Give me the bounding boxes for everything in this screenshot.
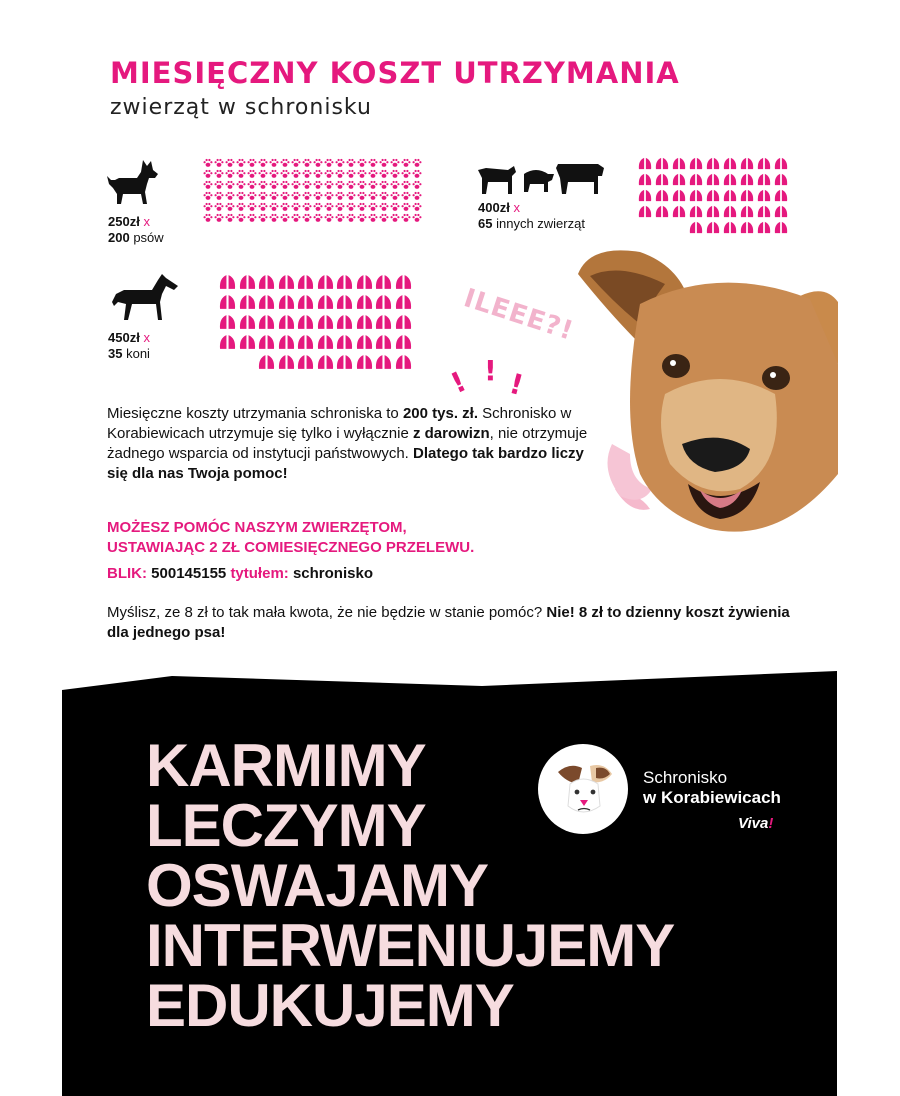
activity-taming: OSWAJAMY [146, 852, 489, 919]
horses-stat: 450zł x 35 koni [108, 330, 150, 361]
dogs-stat: 250zł x 200 psów [108, 214, 164, 245]
page-title: MIESIĘCZNY KOSZT UTRZYMANIA [110, 56, 680, 90]
intro-paragraph: Miesięczne koszty utrzymania schroniska to 200 tys. zł. Schronisko w Korabiewicach utrzymuje się tylko i wyłącznie z darowizn, nie otrzymuje żadnego wsparcia od instytucji państwowych. Dlatego tak bardzo liczy się dla nas Twoja pomoc! [107, 405, 588, 482]
blik-number: 500145155 [151, 565, 227, 582]
blik-info: BLIK: 500145155 tytułem: schronisko [107, 565, 373, 582]
page-subtitle: zwierząt w schronisku [110, 95, 372, 120]
shelter-name: Schronisko w Korabiewicach [643, 768, 781, 807]
call-to-action: MOŻESZ POMÓC NASZYM ZWIERZĘTOM, USTAWIAJĄC 2 ZŁ COMIESIĘCZNEGO PRZELEWU. [107, 519, 475, 556]
exclamation-mark-2: ! [484, 354, 497, 387]
shelter-logo-icon [538, 744, 628, 834]
activity-feeding: KARMIMY [146, 732, 426, 799]
activity-educating: EDUKUJEMY [146, 972, 514, 1039]
ileee-exclamation: ILEEE?! [460, 283, 578, 347]
exclamation-mark-1: ! [445, 364, 472, 401]
footer-paragraph: Myślisz, ze 8 zł to tak mała kwota, że nie będzie w stanie pomóc? Nie! 8 zł to dzienny koszt żywienia dla jednego psa! [107, 604, 790, 641]
other-animals-stat: 400zł x 65 innych zwierząt [478, 200, 585, 231]
exclamation-mark-3: ! [505, 366, 527, 403]
viva-logo: Viva! [738, 815, 774, 832]
activity-intervening: INTERWENIUJEMY [146, 912, 675, 979]
activity-treating: LECZYMY [146, 792, 426, 859]
